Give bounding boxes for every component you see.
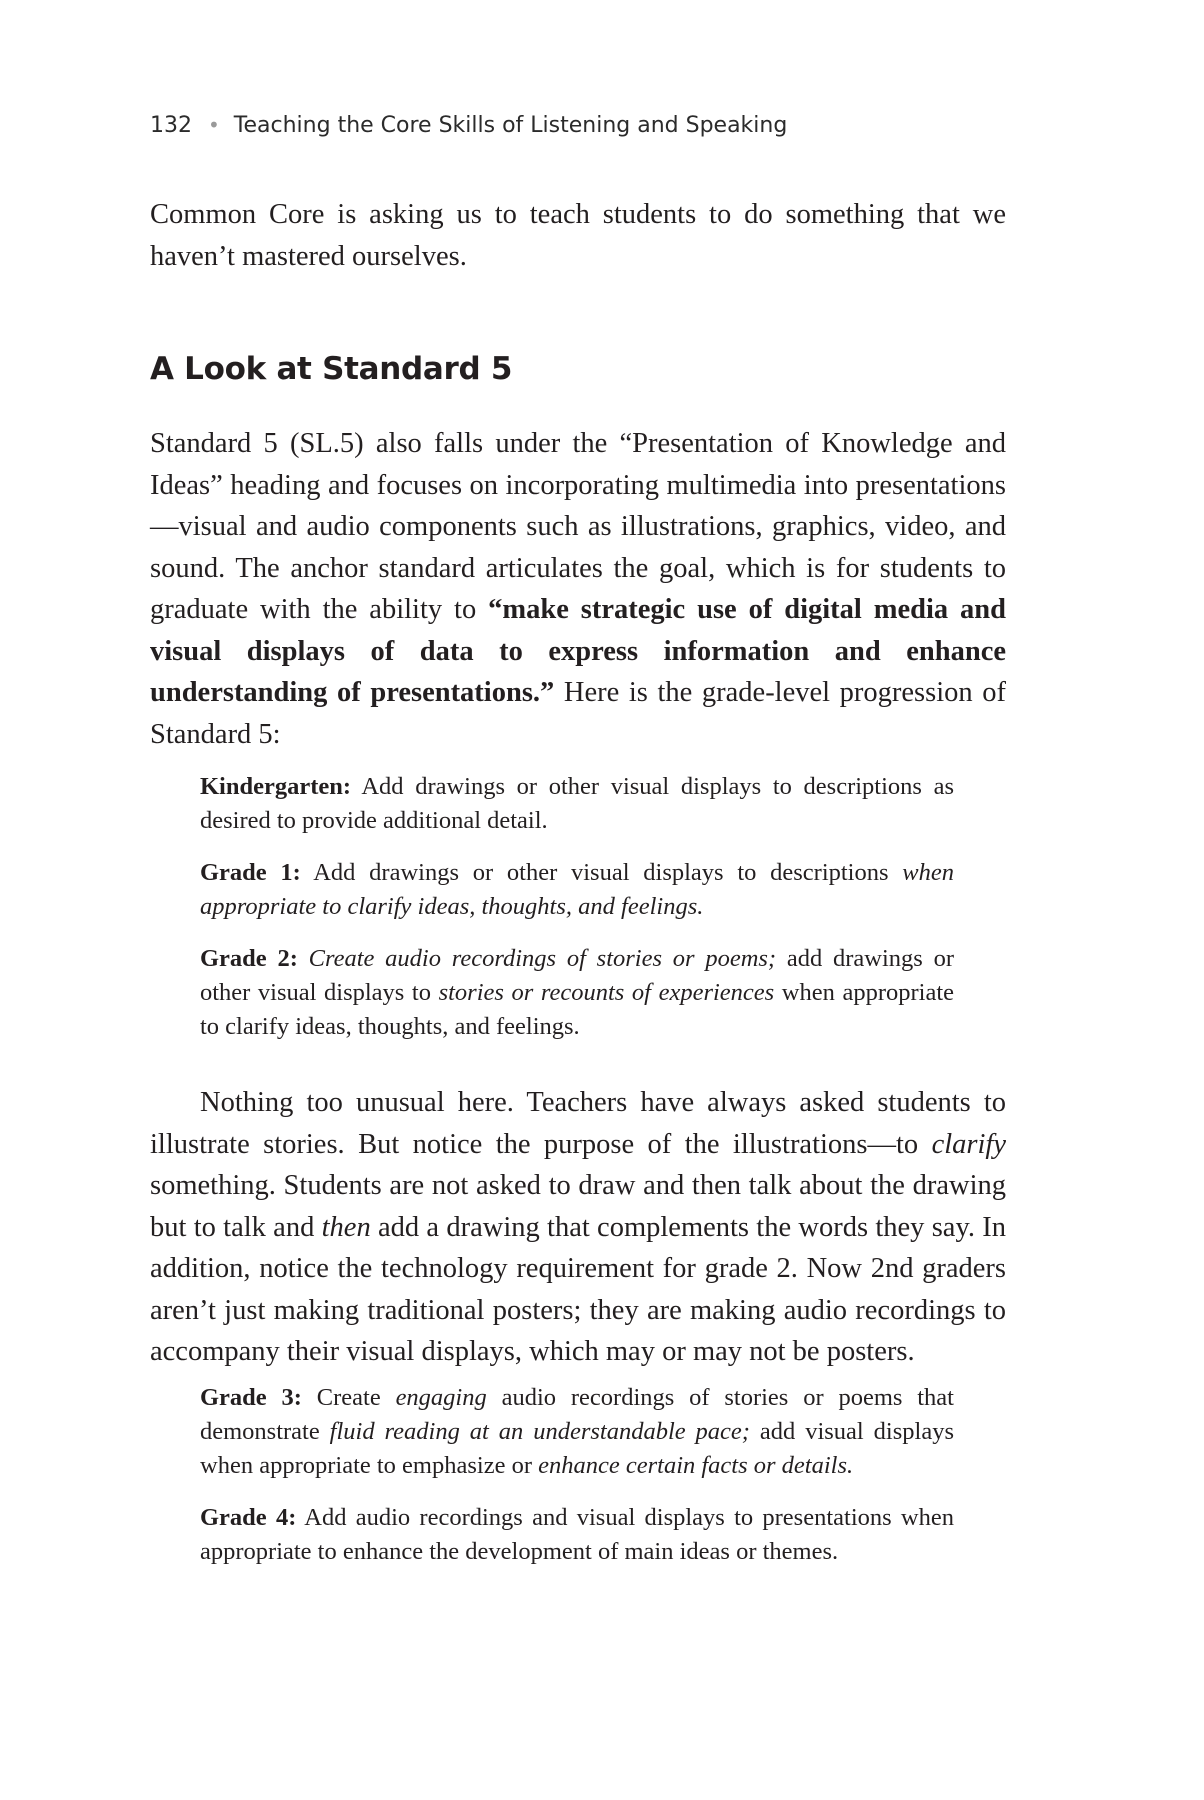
commentary-text: add a drawing that complements the words they say. In addition, notice the technology requirement for grade 2. Now 2nd graders aren’t just making traditional posters; they are making audio recordings to accompany their visual displays, which may or may not be posters. xyxy=(150,1211,1006,1367)
commentary-text: something. Students are not asked to draw and then talk about the drawing but to talk and xyxy=(150,1170,1006,1243)
bullet-separator: • xyxy=(208,113,220,137)
grade-list-k-2 xyxy=(200,770,954,1044)
grade-label: Grade 3: xyxy=(200,1383,302,1411)
page-number: 132 xyxy=(150,113,192,138)
standard-text-before: Standard 5 (SL.5) also falls under the “Presentation of Knowledge and Ideas” heading and focuses on incorporating multimedia into presentations—visual and audio components such as illustrations, graphics, video, and sound. The anchor standard articulates the goal, which is for students to graduate with the ability to xyxy=(150,428,1006,625)
grade-label: Kindergarten: xyxy=(200,773,352,800)
commentary-italic: then xyxy=(321,1211,371,1243)
running-head xyxy=(150,108,1006,142)
grade-list-3-4 xyxy=(200,1381,954,1569)
grade-text-italic: engaging xyxy=(395,1383,487,1411)
grade-text-italic: stories or recounts of experiences xyxy=(438,979,775,1006)
grade-entry-3 xyxy=(200,1381,954,1483)
grade-entry-kindergarten xyxy=(200,770,954,838)
grade-text: Add audio recordings and visual displays to presentations when appropriate to enhance the development of main ideas or themes. xyxy=(200,1503,955,1565)
grade-text: audio recordings of stories or poems that demonstrate xyxy=(200,1383,954,1445)
grade-text-italic: when appropriate to clarify ideas, thoughts, and feelings. xyxy=(200,859,954,920)
grade-text: when appropriate to clarify ideas, thoughts, and feelings. xyxy=(200,979,954,1040)
grade-label: Grade 2: xyxy=(200,945,298,972)
running-title: Teaching the Core Skills of Listening and Speaking xyxy=(233,113,788,138)
grade-text: Create xyxy=(301,1383,396,1411)
grade-text: add drawings or other visual displays to xyxy=(200,945,954,1006)
grade-entry-1 xyxy=(200,856,954,924)
grade-text: add visual displays when appropriate to emphasize or xyxy=(200,1417,954,1479)
commentary-italic: clarify xyxy=(931,1128,1006,1160)
grade-text: Add drawings or other visual displays to descriptions as desired to provide additional detail. xyxy=(200,773,954,834)
commentary-text: Nothing too unusual here. Teachers have always asked students to illustrate stories. But notice the purpose of the illustrations—to xyxy=(150,1087,1006,1160)
section-heading: A Look at Standard 5 xyxy=(150,351,513,387)
grade-entry-4 xyxy=(200,1501,954,1569)
intro-paragraph: Common Core is asking us to teach students to do something that we haven’t mastered ourselves. xyxy=(150,199,1006,272)
grade-label: Grade 1: xyxy=(200,859,301,886)
commentary-paragraph xyxy=(150,1082,1006,1373)
grade-label: Grade 4: xyxy=(200,1503,297,1531)
standard-text-after: Here is the grade-level progression of Standard 5: xyxy=(150,677,1006,750)
grade-text: Add drawings or other visual displays to descriptions xyxy=(300,859,903,886)
grade-entry-2 xyxy=(200,942,954,1044)
grade-text-italic: Create audio recordings of stories or poems; xyxy=(308,945,777,972)
book-page xyxy=(150,108,1006,1569)
grade-text-italic: fluid reading at an understandable pace; xyxy=(329,1417,750,1445)
grade-text-italic: enhance certain facts or details. xyxy=(538,1451,854,1479)
standard-paragraph xyxy=(150,423,1006,755)
anchor-standard-quote: “make strategic use of digital media and visual displays of data to express information and enhance understanding of presentations.” xyxy=(150,594,1006,708)
